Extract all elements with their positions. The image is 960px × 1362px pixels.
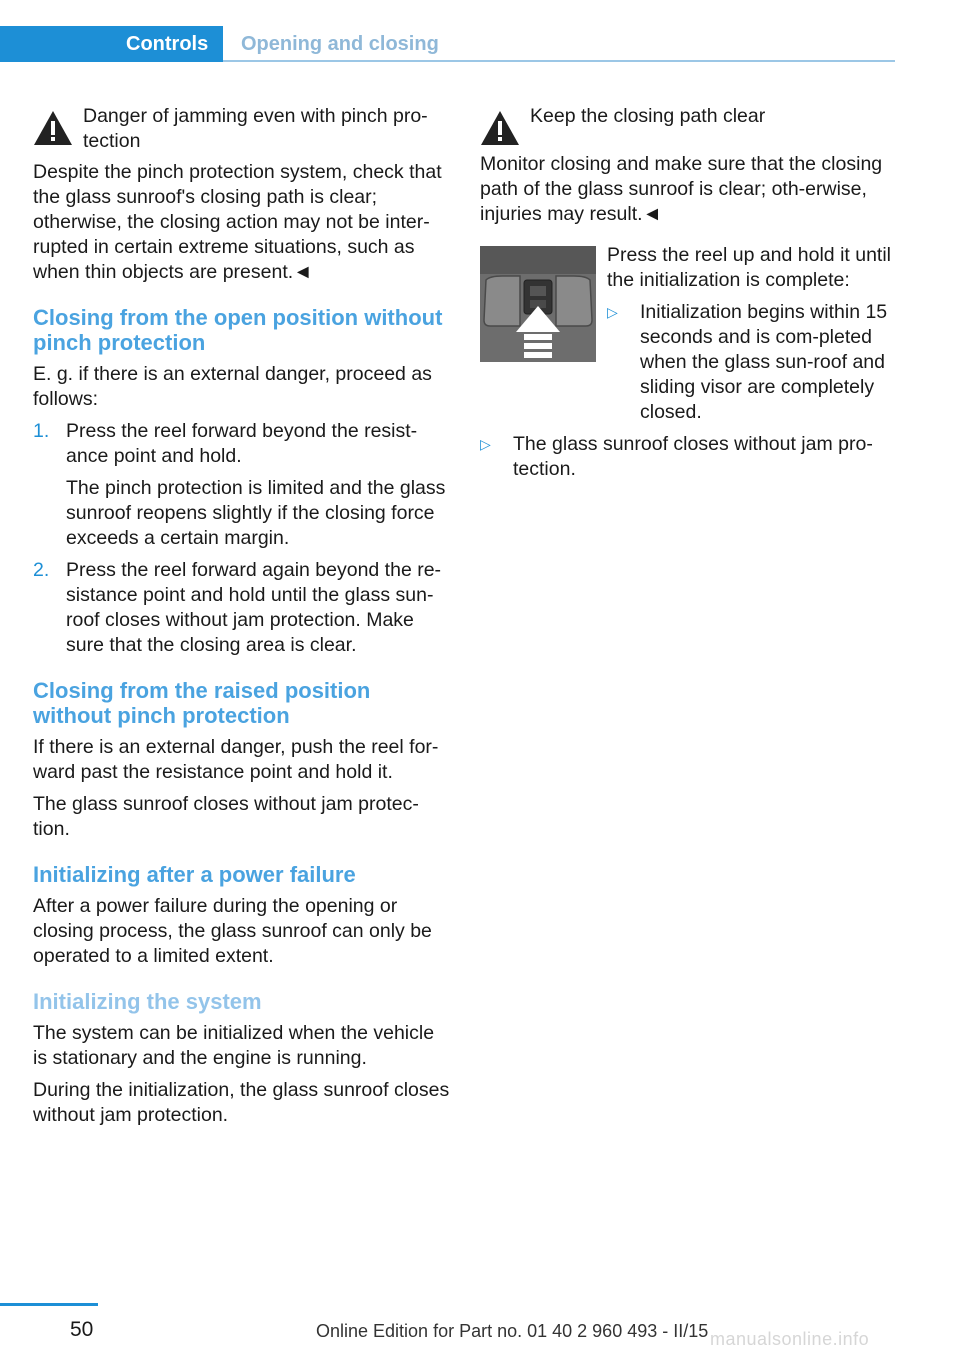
- bullet-text: Initialization begins within 15 seconds and is com-pleted when the glass sun-roof and sliding visor are completely closed.: [640, 301, 888, 423]
- figure-instruction: Press the reel up and hold it until the initialization is complete:: [607, 244, 892, 291]
- raised-text-1: If there is an external danger, push the reel for-ward past the resistance point and hold it.: [33, 736, 439, 783]
- warning-text: Monitor closing and make sure that the closing path of the glass sunroof is clear; oth-erwise, injuries may result.◄: [480, 153, 883, 225]
- heading-closing-raised: Closing from the raised position without pinch protection: [33, 678, 371, 728]
- header-rule: [223, 60, 895, 62]
- step-extra: The pinch protection is limited and the glass sunroof reopens slightly if the closing force exceeds a certain margin.: [66, 477, 446, 549]
- tab-controls[interactable]: Controls: [0, 26, 223, 62]
- page-header: [0, 26, 895, 62]
- raised-text-2: The glass sunroof closes without jam protec-tion.: [33, 793, 419, 840]
- triangle-bullet-icon: ▷: [480, 436, 491, 452]
- list-item: [33, 558, 451, 658]
- init-power-text: After a power failure during the opening or closing process, the glass sunroof can only be operated to a limited extent.: [33, 895, 432, 967]
- list-item: [607, 300, 898, 425]
- heading-closing-open: Closing from the open position without pinch protection: [33, 305, 443, 355]
- step-number: 1.: [33, 420, 50, 442]
- list-item: [33, 419, 451, 551]
- footer-rule: [0, 1303, 98, 1306]
- warning-block: [480, 104, 898, 146]
- page-number: 50: [70, 1318, 94, 1341]
- tab-opening-and-closing[interactable]: Opening and closing: [241, 33, 439, 55]
- watermark: manualsonline.info: [710, 1329, 870, 1349]
- step-text: Press the reel forward again beyond the re-sistance point and hold until the glass sun-roof closes without jam protection. Make sure that the closing area is clear.: [66, 559, 442, 656]
- warning-title: Keep the closing path clear: [530, 105, 766, 127]
- bullet-text: The glass sunroof closes without jam pro-tection.: [513, 433, 873, 480]
- right-column: [480, 104, 898, 489]
- warning-block: [33, 104, 451, 154]
- sunroof-switch-illustration: [480, 246, 596, 362]
- left-column: [33, 104, 451, 1135]
- triangle-bullet-icon: ▷: [607, 304, 618, 320]
- open-intro: E. g. if there is an external danger, proceed as follows:: [33, 363, 432, 410]
- list-item: [480, 432, 898, 482]
- warning-title: Danger of jamming even with pinch pro-tection: [83, 105, 428, 152]
- figure-row: [480, 243, 898, 432]
- warning-text: Despite the pinch protection system, check that the glass sunroof's closing path is clear; otherwise, the closing action may not be inter-rupted in certain extreme situations, such as when thin objects are present.◄: [33, 161, 442, 283]
- step-text: Press the reel forward beyond the resist-ance point and hold.: [66, 420, 418, 467]
- heading-init-system: Initializing the system: [33, 989, 262, 1014]
- warning-triangle-icon: [33, 110, 73, 146]
- init-system-text-1: The system can be initialized when the vehicle is stationary and the engine is running.: [33, 1022, 435, 1069]
- step-number: 2.: [33, 559, 50, 581]
- init-system-text-2: During the initialization, the glass sunroof closes without jam protection.: [33, 1079, 450, 1126]
- edition-text: Online Edition for Part no. 01 40 2 960 493 - II/15: [316, 1321, 709, 1341]
- heading-init-power: Initializing after a power failure: [33, 862, 356, 887]
- warning-triangle-icon: [480, 110, 520, 146]
